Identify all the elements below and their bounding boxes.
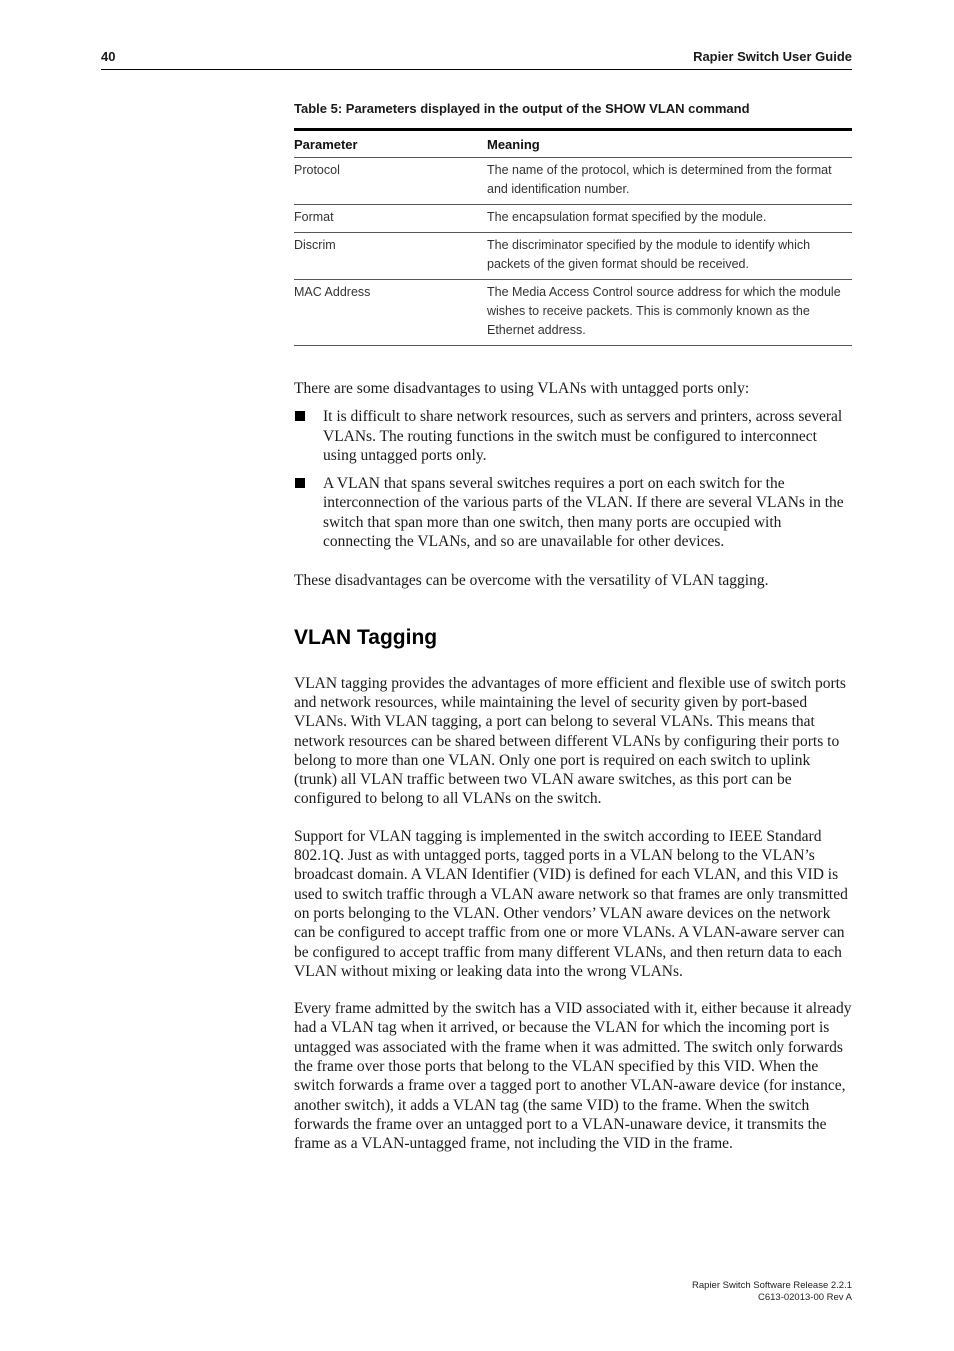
release-info: Rapier Switch Software Release 2.2.1 xyxy=(692,1280,852,1291)
column-header-meaning: Meaning xyxy=(487,130,852,158)
table-cell-parameter: Format xyxy=(294,205,487,233)
table-cell-meaning: The encapsulation format specified by the module. xyxy=(487,205,852,233)
list-item-text: It is difficult to share network resources, such as servers and printers, across several VLANs. The routing functions in the switch must be configured to interconnect using untagged ports only. xyxy=(323,408,843,464)
body-paragraph: Support for VLAN tagging is implemented in the switch according to IEEE Standard 802.1Q. Just as with untagged ports, tagged ports in a VLAN belong to the VLAN’s broadcast domain. A VLAN Identifier (VID) is defined for each VLAN, and this VID is used to switch traffic through a VLAN aware network so that frames are only transmitted on ports belonging to the VLAN. Other vendors’ VLAN aware devices on the network can be configured to accept traffic from one or more VLANs. A VLAN-aware server can be configured to accept traffic from many different VLANs, and then return data to each VLAN without mixing or leaking data into the wrong VLANs. xyxy=(294,827,848,980)
body-paragraph: VLAN tagging provides the advantages of more efficient and flexible use of switch ports and network resources, while maintaining the level of security given by port-based VLANs. With VLAN tagging, a port can belong to several VLANs. This means that network resources can be shared between different VLANs by configuring their ports to belong to more than one VLAN. Only one port is required on each switch to uplink (trunk) all VLAN traffic between two VLAN aware switches, as this port can be configured to belong to all VLANs on the switch. xyxy=(294,674,846,808)
list-item xyxy=(294,474,852,551)
table-row xyxy=(294,280,852,346)
table-cell-parameter: MAC Address xyxy=(294,280,487,346)
table-cell-meaning: The discriminator specified by the module to identify which packets of the given format should be received. xyxy=(487,233,852,280)
bullet-list xyxy=(294,407,852,551)
table-row xyxy=(294,158,852,205)
intro-paragraph: There are some disadvantages to using VLANs with untagged ports only: xyxy=(294,380,750,397)
table-cell-meaning: The Media Access Control source address for which the module wishes to receive packets. This is commonly known as the Ethernet address. xyxy=(487,280,852,346)
table-cell-meaning: The name of the protocol, which is determined from the format and identification number. xyxy=(487,158,852,205)
table-cell-parameter: Protocol xyxy=(294,158,487,205)
body-paragraph: Every frame admitted by the switch has a VID associated with it, either because it already had a VLAN tag when it arrived, or because the VLAN for which the incoming port is untagged was associated with the frame when it was admitted. The switch only forwards the frame over those ports that belong to the VLAN specified by this VID. When the switch forwards a frame over a tagged port to another VLAN-aware device (for instance, another switch), it adds a VLAN tag (the same VID) to the frame. When the switch forwards the frame over an untagged port to a VLAN-unaware device, it transmits the frame as a VLAN-untagged frame, not including the VID in the frame. xyxy=(294,1000,852,1153)
square-bullet-icon xyxy=(295,411,305,421)
table-row xyxy=(294,205,852,233)
column-header-parameter: Parameter xyxy=(294,130,487,158)
table-header-row xyxy=(294,130,852,158)
page-content xyxy=(294,100,852,1154)
list-item xyxy=(294,407,852,465)
parameters-table xyxy=(294,128,852,346)
running-title: Rapier Switch User Guide xyxy=(693,49,852,64)
table-caption: Table 5: Parameters displayed in the output of the SHOW VLAN command xyxy=(294,101,750,116)
document-code: C613-02013-00 Rev A xyxy=(757,1292,852,1303)
list-item-text: A VLAN that spans several switches requires a port on each switch for the interconnection of the various parts of the VLAN. If there are several VLANs in the switch that span more than one switch, then many ports are occupied with connecting the VLANs, and so are unavailable for other devices. xyxy=(323,475,844,551)
section-heading: VLAN Tagging xyxy=(294,625,438,649)
conclusion-paragraph: These disadvantages can be overcome with the versatility of VLAN tagging. xyxy=(294,572,769,590)
page-number: 40 xyxy=(101,49,116,64)
page-header xyxy=(101,47,852,70)
square-bullet-icon xyxy=(295,478,305,488)
table-row xyxy=(294,233,852,280)
page-footer xyxy=(692,1280,852,1304)
table-cell-parameter: Discrim xyxy=(294,233,487,280)
